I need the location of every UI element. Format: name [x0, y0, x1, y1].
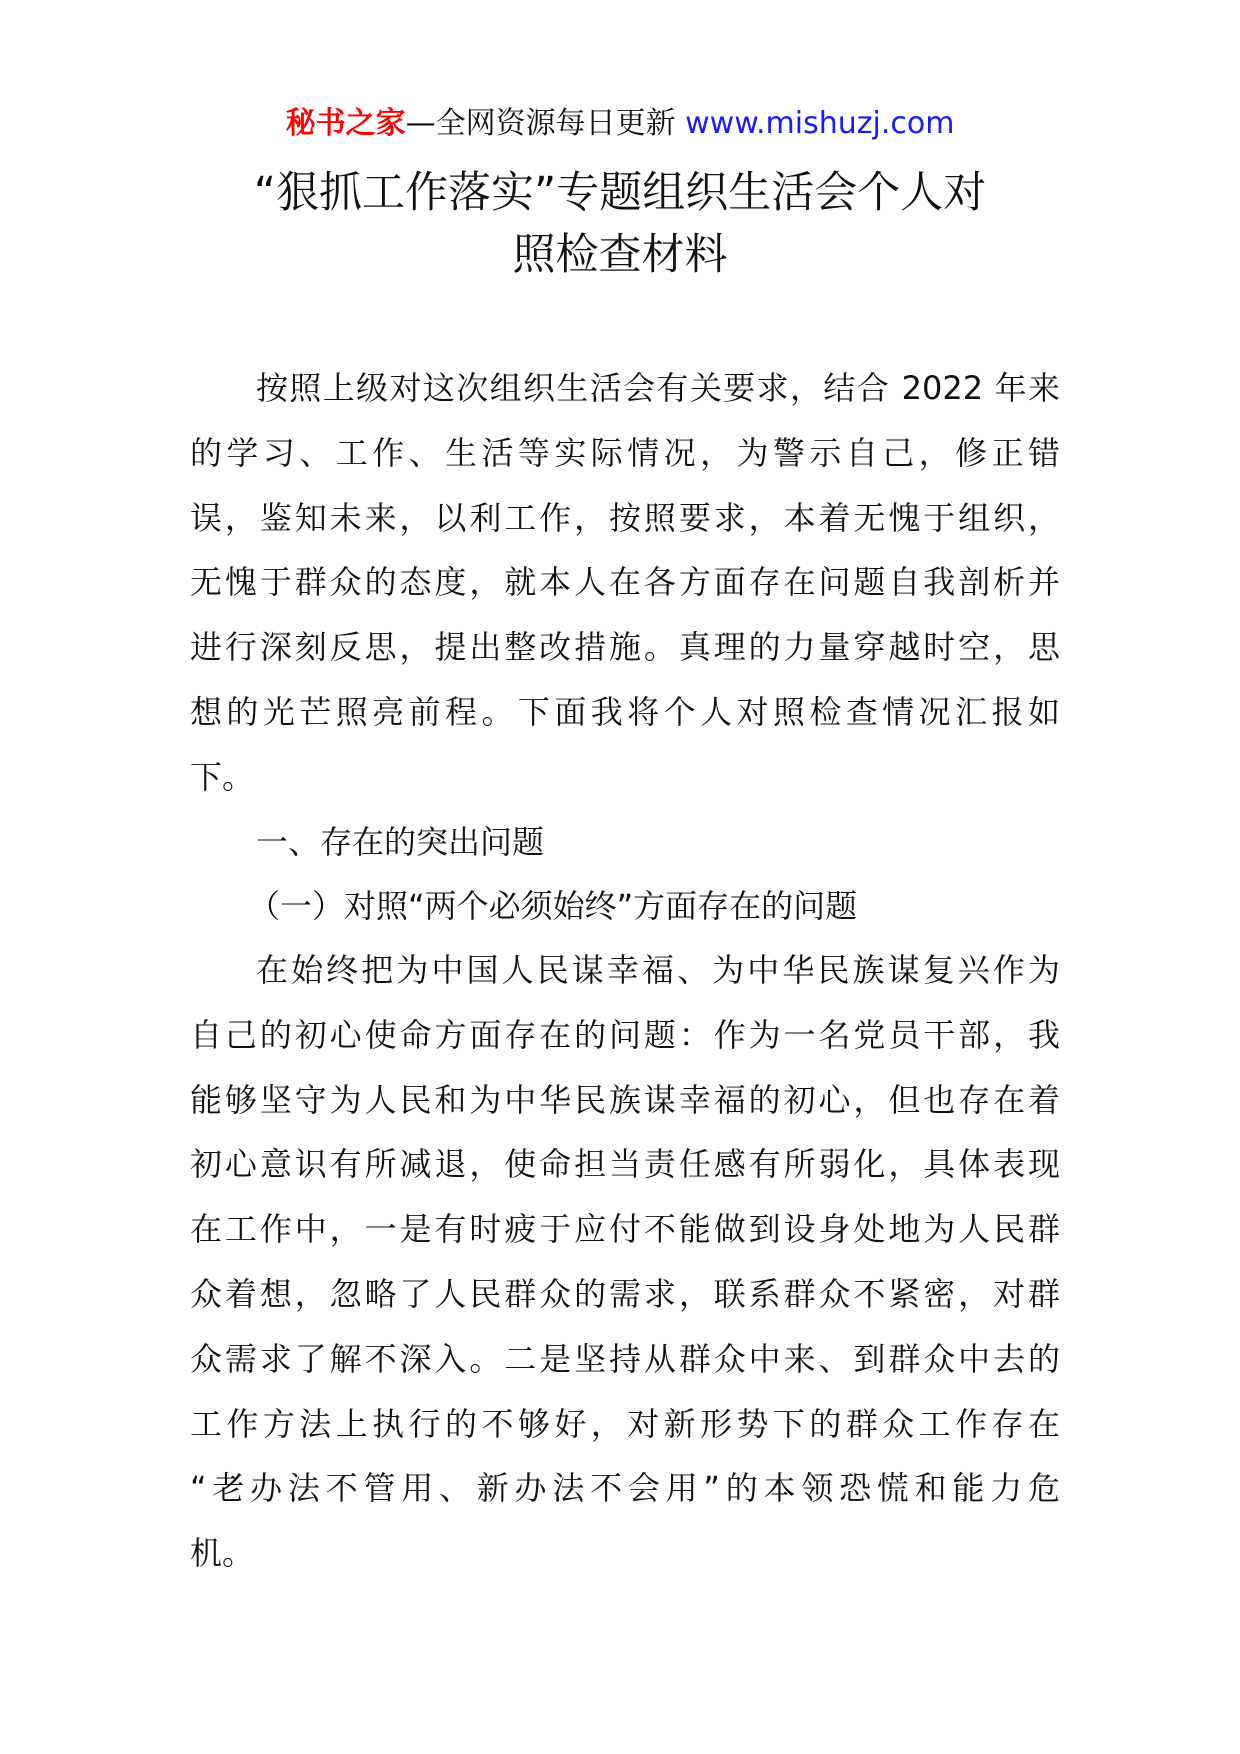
site-slogan: —全网资源每日更新	[405, 106, 686, 141]
paragraph-line: 自己的初心使命方面存在的问题：作为一名党员干部，我	[190, 1015, 1060, 1054]
paragraph-line: 初心意识有所减退，使命担当责任感有所弱化，具体表现	[190, 1145, 1060, 1184]
title-line-2: 照检查材料	[512, 230, 728, 280]
paragraph-line: 众着想，忽略了人民群众的需求，联系群众不紧密，对群	[190, 1274, 1060, 1313]
paragraph-line: 在始终把为中国人民谋幸福、为中华民族谋复兴作为	[256, 951, 1060, 989]
paragraph-line: 工作方法上执行的不够好，对新形势下的群众工作存在	[190, 1404, 1060, 1443]
paragraph-line: “老办法不管用、新办法不会用”的本领恐慌和能力危	[190, 1469, 1060, 1508]
paragraph-line: 的学习、工作、生活等实际情况，为警示自己，修正错	[190, 433, 1060, 472]
site-header	[0, 104, 1240, 144]
site-name: 秘书之家	[285, 106, 406, 141]
paragraph-line: 下。	[190, 757, 255, 796]
section-subheading: （一）对照“两个必须始终”方面存在的问题	[248, 887, 858, 926]
paragraph-line: 能够坚守为人民和为中华民族谋幸福的初心，但也存在着	[190, 1080, 1060, 1119]
paragraph-line: 无愧于群众的态度，就本人在各方面存在问题自我剖析并	[190, 563, 1060, 602]
intro-paragraph	[190, 356, 1060, 939]
section-heading: 一、存在的突出问题	[256, 822, 545, 861]
paragraph-line: 按照上级对这次组织生活会有关要求，结合 2022 年来	[256, 369, 1060, 407]
title-line-1: “狠抓工作落实”专题组织生活会个人对	[253, 168, 987, 218]
paragraph-line: 在工作中，一是有时疲于应付不能做到设身处地为人民群	[190, 1210, 1060, 1249]
site-url-link[interactable]: www.mishuzj.com	[685, 106, 955, 141]
paragraph-line: 机。	[190, 1534, 255, 1573]
paragraph-line: 进行深刻反思，提出整改措施。真理的力量穿越时空，思	[190, 628, 1060, 667]
paragraph-line: 众需求了解不深入。二是坚持从群众中来、到群众中去的	[190, 1339, 1060, 1378]
paragraph-line: 误，鉴知未来，以利工作，按照要求，本着无愧于组织，	[190, 498, 1060, 537]
paragraph-line: 想的光芒照亮前程。下面我将个人对照检查情况汇报如	[190, 692, 1060, 731]
document-title	[150, 162, 1090, 286]
problem-paragraph	[190, 938, 1060, 1586]
